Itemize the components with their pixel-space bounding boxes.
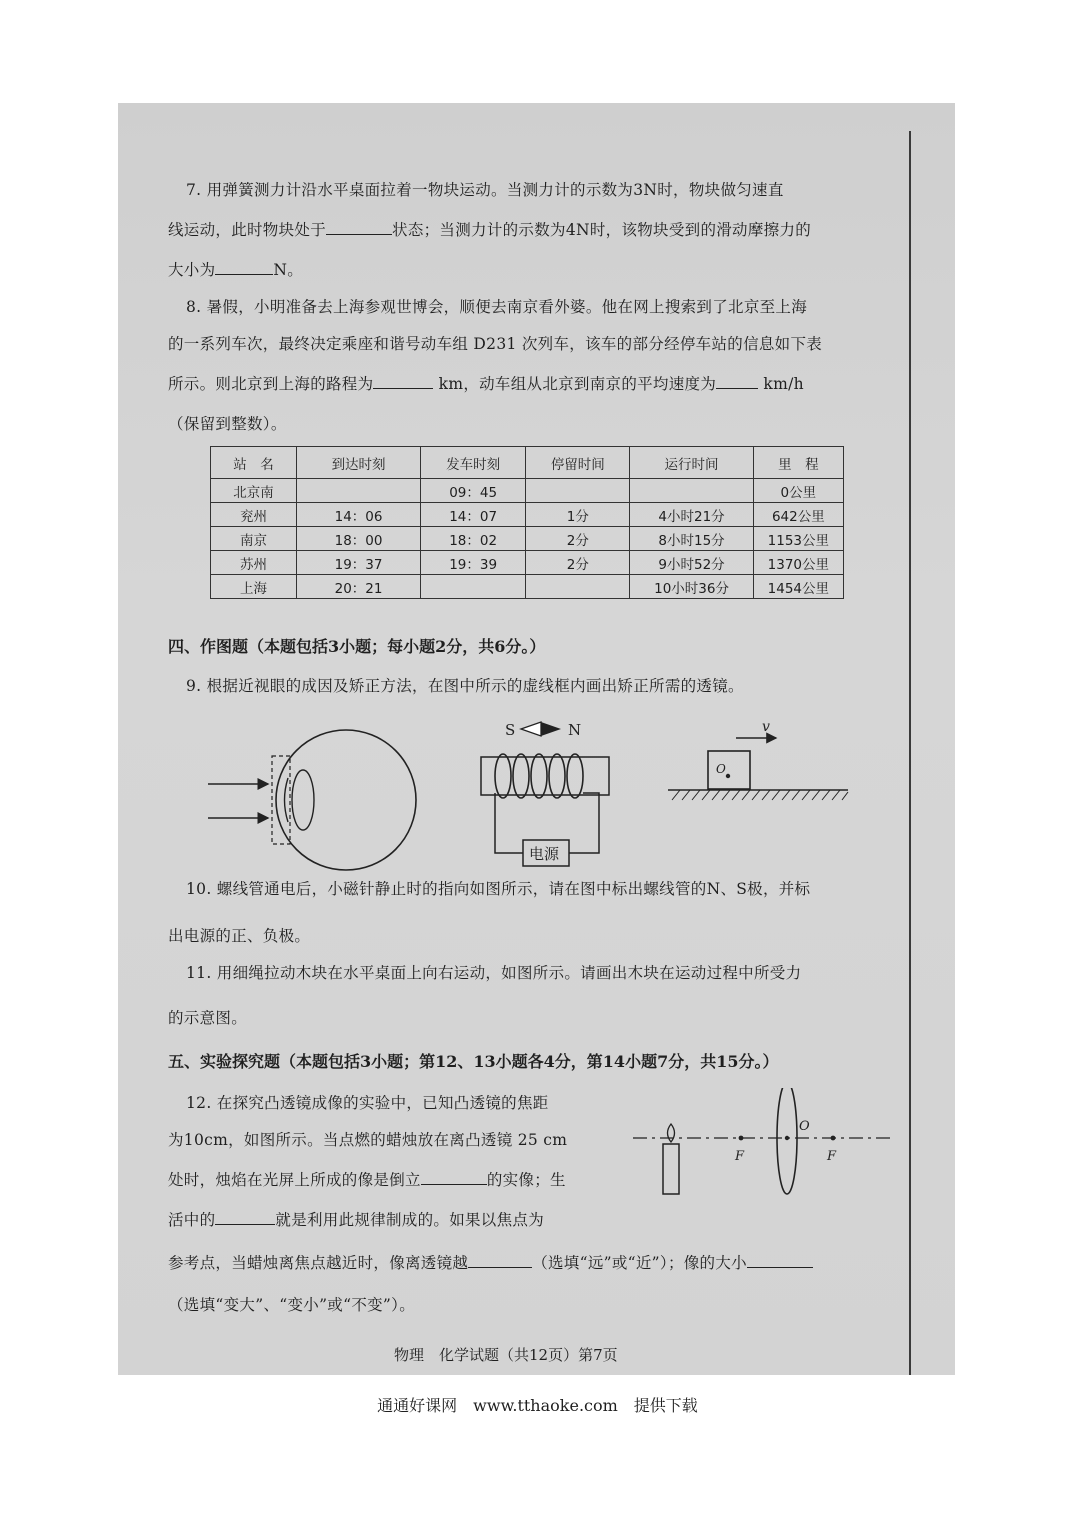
train-schedule-table xyxy=(210,446,844,599)
q12-line4 xyxy=(168,1210,544,1230)
table-cell: 苏州 xyxy=(211,551,297,575)
q11-line1: 11. 用细绳拉动木块在水平桌面上向右运动，如图所示。请画出木块在运动过程中所受力 xyxy=(186,964,802,982)
q12-line5-a: 参考点，当蜡烛离焦点越近时，像离透镜越 xyxy=(168,1254,469,1272)
focal-label-left: F xyxy=(735,1149,745,1164)
table-cell: 14：06 xyxy=(297,503,421,527)
table-cell: 8小时15分 xyxy=(630,527,753,551)
dashed-box[interactable] xyxy=(272,756,290,844)
table-cell: 19：37 xyxy=(297,551,421,575)
block-diagram xyxy=(658,713,858,823)
table-cell: 1分 xyxy=(526,503,630,527)
block-center-dot xyxy=(726,774,730,778)
block-center-label: O xyxy=(716,762,726,776)
table-row xyxy=(211,551,844,575)
q8-line1: 8. 暑假，小明准备去上海参观世博会，顺便去南京看外婆。他在网上搜索到了北京至上海 xyxy=(186,298,808,316)
table-header: 里 程 xyxy=(753,447,843,479)
wood-block[interactable] xyxy=(708,751,750,789)
q12-line1: 12. 在探究凸透镜成像的实验中，已知凸透镜的焦距 xyxy=(186,1094,549,1112)
q10-line2: 出电源的正、负极。 xyxy=(168,927,311,945)
solenoid-diagram xyxy=(473,713,623,873)
table-cell: 20：21 xyxy=(297,575,421,599)
q9-text: 9. 根据近视眼的成因及矫正方法，在图中所示的虚线框内画出矫正所需的透镜。 xyxy=(186,677,744,695)
q7-line3-a: 大小为 xyxy=(168,261,216,279)
q12-blank-4[interactable] xyxy=(747,1253,813,1268)
page-edge-line xyxy=(909,131,911,1375)
q8-line4: （保留到整数）。 xyxy=(168,415,287,433)
eyeball-outline xyxy=(276,730,416,870)
q12-blank-3[interactable] xyxy=(468,1253,532,1268)
q11-line2: 的示意图。 xyxy=(168,1009,248,1027)
table-cell: 兖州 xyxy=(211,503,297,527)
q12-line3-b: 的实像；生 xyxy=(486,1171,566,1189)
table-row xyxy=(211,575,844,599)
q10-line1: 10. 螺线管通电后，小磁针静止时的指向如图所示，请在图中标出螺线管的N、S极，并标 xyxy=(186,880,811,898)
focal-label-right: F xyxy=(827,1149,837,1164)
table-cell: 14：07 xyxy=(421,503,526,527)
table-cell xyxy=(526,479,630,503)
table-cell: 9小时52分 xyxy=(630,551,753,575)
eye-diagram xyxy=(203,728,423,878)
table-header-row xyxy=(211,447,844,479)
table-cell: 0公里 xyxy=(753,479,843,503)
q8-line2: 的一系列车次，最终决定乘座和谐号动车组 D231 次列车，该车的部分经停车站的信息如下表 xyxy=(168,335,823,353)
table-header: 运行时间 xyxy=(630,447,753,479)
q12-line5 xyxy=(168,1253,813,1273)
focal-point-right xyxy=(831,1136,836,1141)
table-cell xyxy=(421,575,526,599)
eye-lens xyxy=(292,770,314,830)
magnet-s-label: S xyxy=(505,721,516,739)
table-cell: 18：00 xyxy=(297,527,421,551)
table-cell: 北京南 xyxy=(211,479,297,503)
q8-blank-2[interactable] xyxy=(716,374,758,389)
q12-blank-2[interactable] xyxy=(215,1210,275,1225)
focal-point-left xyxy=(739,1136,744,1141)
power-label: 电源 xyxy=(529,845,560,863)
q12-line3-a: 处时，烛焰在光屏上所成的像是倒立 xyxy=(168,1171,421,1189)
velocity-label: v xyxy=(762,719,770,735)
page-footer: 物理 化学试题（共12页）第7页 xyxy=(394,1346,618,1364)
q12-line4-b: 就是利用此规律制成的。如果以焦点为 xyxy=(275,1211,545,1229)
q7-blank-2[interactable] xyxy=(215,260,273,275)
q12-line2: 为10cm，如图所示。当点燃的蜡烛放在离凸透镜 25 cm xyxy=(168,1131,568,1149)
compass-needle-s xyxy=(521,722,541,736)
optical-center xyxy=(785,1136,789,1140)
q8-line3 xyxy=(168,374,804,394)
q7-line3 xyxy=(168,260,303,280)
table-cell: 09：45 xyxy=(421,479,526,503)
convex-lens xyxy=(777,1088,797,1194)
q8-line3-a: 所示。则北京到上海的路程为 xyxy=(168,375,374,393)
candle-flame xyxy=(668,1124,675,1142)
q12-blank-1[interactable] xyxy=(421,1170,487,1185)
q7-line1: 7. 用弹簧测力计沿水平桌面拉着一物块运动。当测力计的示数为3N时，物块做匀速直 xyxy=(186,181,784,199)
q12-line6: （选填“变大”、“变小”或“不变”）。 xyxy=(168,1296,415,1314)
table-cell: 1370公里 xyxy=(753,551,843,575)
table-cell: 2分 xyxy=(526,527,630,551)
table-cell: 2分 xyxy=(526,551,630,575)
table-header: 发车时刻 xyxy=(421,447,526,479)
q12-line5-b: （选填“远”或“近”）；像的大小 xyxy=(532,1254,747,1272)
q12-line4-a: 活中的 xyxy=(168,1211,216,1229)
table-header: 站 名 xyxy=(211,447,297,479)
table-cell: 4小时21分 xyxy=(630,503,753,527)
table-cell: 1153公里 xyxy=(753,527,843,551)
q7-line2-b: 状态；当测力计的示数为4N时，该物块受到的滑动摩擦力的 xyxy=(392,221,812,239)
q7-blank-1[interactable] xyxy=(326,220,392,235)
q8-line3-c: km/h xyxy=(763,375,804,393)
section-5-title: 五、实验探究题（本题包括3小题；第12、13小题各4分，第14小题7分，共15分。） xyxy=(168,1052,779,1071)
q7-line3-b: N。 xyxy=(273,261,304,279)
section-4-title: 四、作图题（本题包括3小题；每小题2分，共6分。） xyxy=(168,637,546,656)
table-cell: 19：39 xyxy=(421,551,526,575)
table-cell xyxy=(526,575,630,599)
candle xyxy=(663,1144,679,1194)
optical-center-label: O xyxy=(799,1119,810,1134)
source-footer: 通通好课网 www.tthaoke.com 提供下载 xyxy=(377,1396,698,1415)
q12-line3 xyxy=(168,1170,566,1190)
table-cell: 1454公里 xyxy=(753,575,843,599)
table-cell: 上海 xyxy=(211,575,297,599)
table-cell: 18：02 xyxy=(421,527,526,551)
q7-line2 xyxy=(168,220,811,240)
table-header: 到达时刻 xyxy=(297,447,421,479)
magnet-n-label: N xyxy=(568,721,582,739)
lens-diagram xyxy=(633,1088,898,1203)
q8-line3-b: km，动车组从北京到南京的平均速度为 xyxy=(438,375,717,393)
q7-line2-a: 线运动，此时物块处于 xyxy=(168,221,327,239)
table-row xyxy=(211,479,844,503)
table-cell xyxy=(630,479,753,503)
table-cell: 10小时36分 xyxy=(630,575,753,599)
table-header: 停留时间 xyxy=(526,447,630,479)
table-cell: 642公里 xyxy=(753,503,843,527)
exam-page-photo xyxy=(118,103,955,1375)
table-row xyxy=(211,527,844,551)
table-cell xyxy=(297,479,421,503)
q8-blank-1[interactable] xyxy=(373,374,433,389)
table-row xyxy=(211,503,844,527)
compass-needle-n xyxy=(541,722,561,736)
table-cell: 南京 xyxy=(211,527,297,551)
